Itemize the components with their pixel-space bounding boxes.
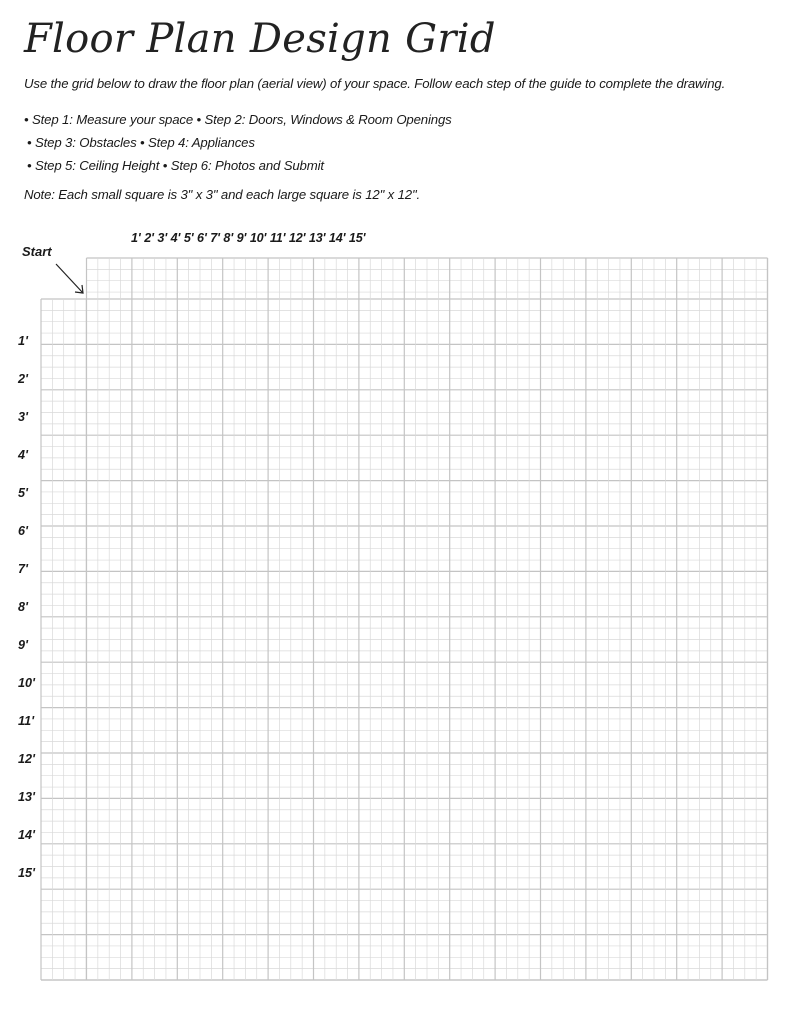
column-label: 10' <box>249 231 267 245</box>
column-label: 3' <box>157 231 168 245</box>
column-label: 6' <box>197 231 207 245</box>
row-label: 3' <box>18 410 28 424</box>
start-label: Start <box>22 244 52 259</box>
row-label: 11' <box>18 714 35 728</box>
row-label: 2' <box>18 372 28 386</box>
row-label: 1' <box>18 334 28 348</box>
row-label: 9' <box>18 638 28 652</box>
row-label: 8' <box>18 600 28 614</box>
column-label: 13' <box>308 231 326 245</box>
page-title: Floor Plan Design Grid <box>24 16 496 62</box>
intro-text: Use the grid below to draw the floor plan (aerial view) of your space. Follow each step of the guide to complete the drawing. <box>24 76 726 91</box>
row-label: 10' <box>18 676 36 690</box>
scale-note: Note: Each small square is 3" x 3" and each large square is 12" x 12". <box>24 187 421 202</box>
steps-line-3: • Step 5: Ceiling Height • Step 6: Photos and Submit <box>27 158 324 173</box>
column-label: 2' <box>144 231 154 245</box>
column-label: 14' <box>328 231 346 245</box>
column-label: 1' <box>131 231 141 245</box>
column-label: 5' <box>183 231 194 245</box>
row-label: 13' <box>18 790 36 804</box>
row-label: 12' <box>18 752 36 766</box>
row-label: 7' <box>18 562 28 576</box>
row-label: 14' <box>18 828 36 842</box>
row-label: 4' <box>18 448 28 462</box>
column-label: 4' <box>170 231 181 245</box>
row-label: 5' <box>18 486 28 500</box>
column-label: 7' <box>210 231 220 245</box>
column-label: 8' <box>223 231 234 245</box>
column-label: 12' <box>288 231 306 245</box>
steps-line-2: • Step 3: Obstacles • Step 4: Appliances <box>27 135 255 150</box>
column-label: 9' <box>236 231 247 245</box>
row-label: 6' <box>18 524 28 538</box>
steps-line-1: • Step 1: Measure your space • Step 2: Doors, Windows & Room Openings <box>24 112 452 127</box>
column-label: 11' <box>269 231 286 245</box>
column-label: 15' <box>348 231 366 245</box>
row-label: 15' <box>18 866 36 880</box>
